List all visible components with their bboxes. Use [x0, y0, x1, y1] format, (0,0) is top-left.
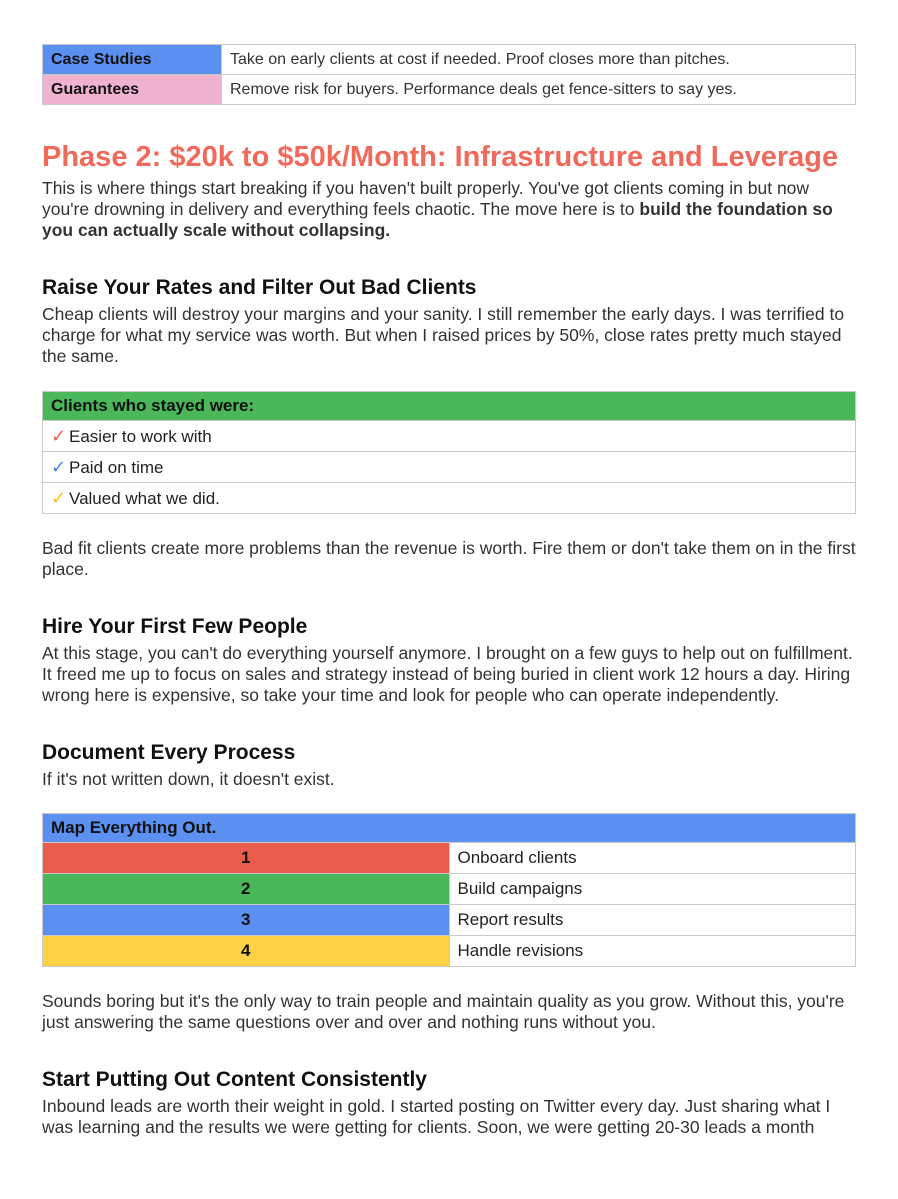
rates-body: Cheap clients will destroy your margins and your sanity. I still remember the early days. I was terrified to charge for what my service was worth. But when I raised prices by 50%, close rates pretty much stayed the same. — [42, 304, 845, 366]
table-header-row — [43, 814, 856, 843]
table-row — [43, 75, 856, 105]
red-check-icon: ✓ — [51, 425, 67, 446]
rates-heading: Raise Your Rates and Filter Out Bad Clients — [42, 276, 477, 299]
table-row — [43, 45, 856, 75]
check-item-label: Easier to work with — [69, 426, 212, 446]
table-row — [43, 905, 856, 936]
document-body: If it's not written down, it doesn't exist. — [42, 769, 335, 789]
table-row — [43, 874, 856, 905]
check-item — [43, 483, 856, 514]
process-map-header: Map Everything Out. — [43, 814, 856, 843]
step-label: Report results — [449, 905, 856, 936]
document-after: Sounds boring but it's the only way to train people and maintain quality as you grow. Without this, you're just answering the same questions over and over and nothing runs without you. — [42, 991, 845, 1032]
check-item-label: Paid on time — [69, 457, 164, 477]
rates-after: Bad fit clients create more problems than the revenue is worth. Fire them or don't take them on in the first place. — [42, 538, 856, 579]
step-number: 4 — [43, 936, 450, 967]
table-row — [43, 843, 856, 874]
yellow-check-icon: ✓ — [51, 487, 67, 508]
document-content — [42, 44, 856, 1138]
table-row — [43, 936, 856, 967]
tactics-table — [42, 44, 856, 105]
hire-heading: Hire Your First Few People — [42, 615, 308, 638]
phase-intro-bold: build the foundation so you can actually scale without collapsing. — [42, 199, 833, 240]
table-row — [43, 483, 856, 514]
case-studies-value: Take on early clients at cost if needed. Proof closes more than pitches. — [222, 45, 856, 75]
step-label: Build campaigns — [449, 874, 856, 905]
step-label: Onboard clients — [449, 843, 856, 874]
content-body: Inbound leads are worth their weight in gold. I started posting on Twitter every day. Just sharing what I was learning and the results we were getting for clients. Soon, we were getting 20-30 leads a month — [42, 1096, 831, 1137]
content-heading: Start Putting Out Content Consistently — [42, 1068, 427, 1091]
step-label: Handle revisions — [449, 936, 856, 967]
step-number: 2 — [43, 874, 450, 905]
check-item — [43, 452, 856, 483]
check-item — [43, 421, 856, 452]
phase-intro — [42, 178, 856, 241]
table-row — [43, 452, 856, 483]
blue-check-icon: ✓ — [51, 456, 67, 477]
table-row — [43, 421, 856, 452]
check-item-label: Valued what we did. — [69, 488, 220, 508]
step-number: 3 — [43, 905, 450, 936]
document-heading: Document Every Process — [42, 741, 296, 764]
guarantees-value: Remove risk for buyers. Performance deals get fence-sitters to say yes. — [222, 75, 856, 105]
phase-intro-text: This is where things start breaking if you haven't built properly. You've got clients coming in but now you're drowning in delivery and everything feels chaotic. The move here is to — [42, 178, 810, 219]
clients-stayed-header: Clients who stayed were: — [43, 392, 856, 421]
hire-body: At this stage, you can't do everything yourself anymore. I brought on a few guys to help out on fulfillment. It freed me up to focus on sales and strategy instead of being buried in client work 12 hours a day. Hiring wrong here is expensive, so take your time and look for people who can operate independently. — [42, 643, 853, 705]
clients-stayed-table — [42, 391, 856, 514]
guarantees-label: Guarantees — [43, 75, 222, 105]
process-map-table — [42, 813, 856, 967]
step-number: 1 — [43, 843, 450, 874]
phase-title: Phase 2: $20k to $50k/Month: Infrastructure and Leverage — [42, 141, 839, 173]
table-header-row — [43, 392, 856, 421]
case-studies-label: Case Studies — [43, 45, 222, 75]
